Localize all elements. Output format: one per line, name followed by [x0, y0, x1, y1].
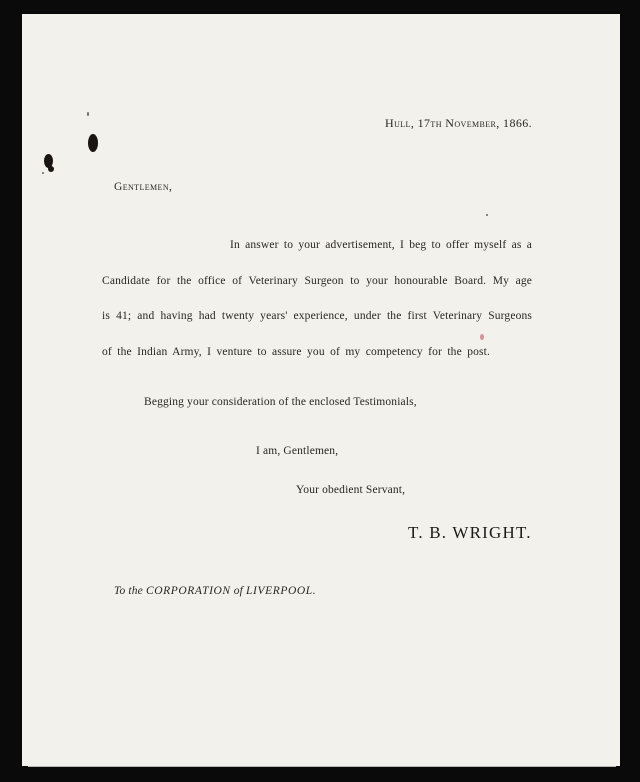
addressee-prefix: To the: [114, 585, 143, 597]
closing-paragraph: Begging your consideration of the enclosed Testimonials,: [144, 396, 417, 408]
body-line-2: Candidate for the office of Veterinary Surgeon to your honourable Board. My age: [102, 275, 532, 287]
ink-blot: [48, 166, 54, 172]
dust-speck: [486, 214, 488, 216]
salutation: Gentlemen,: [114, 181, 173, 193]
dust-speck: [87, 112, 89, 116]
closing-line-2: Your obedient Servant,: [296, 484, 406, 496]
closing-line-1: I am, Gentlemen,: [256, 445, 339, 457]
body-line-1: In answer to your advertisement, I beg to offer myself as a: [230, 239, 532, 251]
dateline: Hull, 17th November, 1866.: [385, 116, 533, 130]
body-line-4: of the Indian Army, I venture to assure you of my competency for the post.: [102, 346, 490, 358]
dust-speck: [42, 172, 44, 174]
signature: T. B. WRIGHT.: [408, 523, 532, 542]
ink-blot: [88, 134, 98, 152]
addressee-city: LIVERPOOL.: [246, 585, 317, 597]
letter-sheet: [22, 14, 620, 766]
body-line-3: is 41; and having had twenty years' experience, under the first Veterinary Surgeons: [102, 310, 532, 322]
addressee-org: CORPORATION: [145, 585, 231, 597]
addressee-of: of: [233, 585, 243, 597]
addressee: [114, 585, 316, 597]
ink-stain: [480, 334, 484, 340]
